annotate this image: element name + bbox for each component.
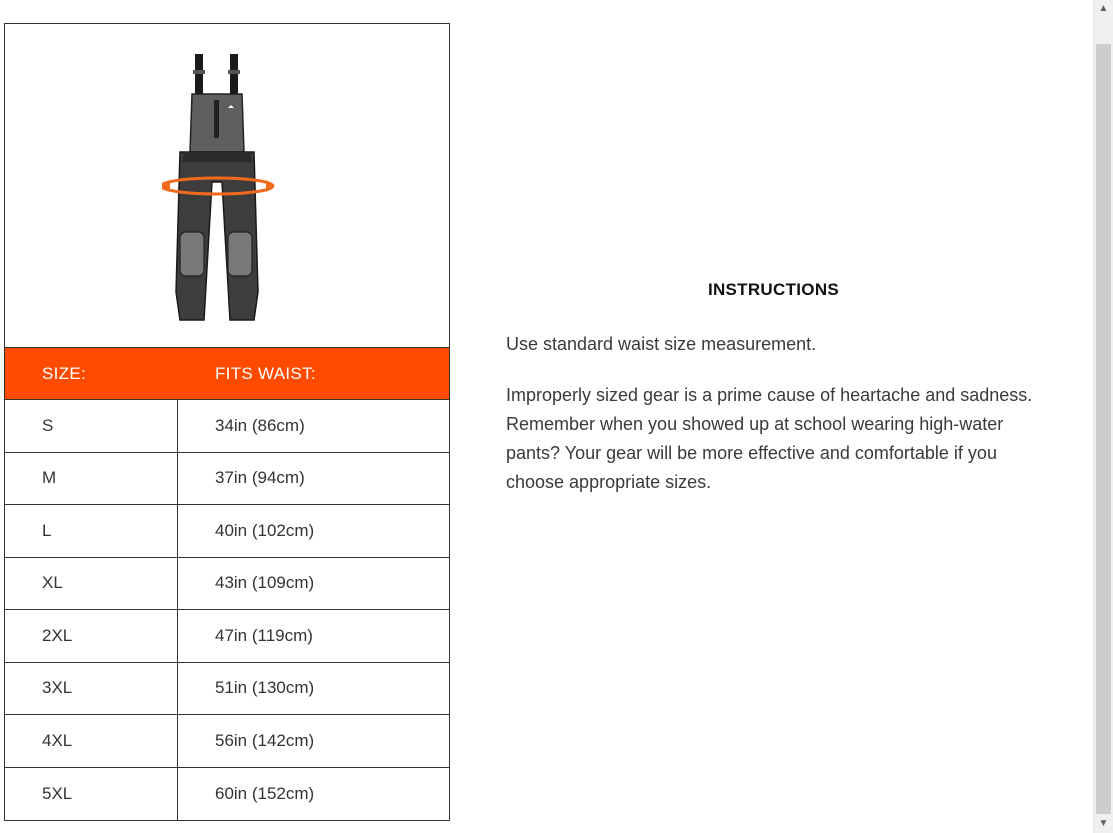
size-cell: M xyxy=(5,453,178,505)
size-chart xyxy=(4,23,450,821)
size-cell: 2XL xyxy=(5,610,178,662)
instructions-panel xyxy=(506,280,1036,519)
bib-overalls-illustration xyxy=(162,52,292,322)
size-cell: 3XL xyxy=(5,663,178,715)
chevron-up-icon[interactable]: ▲ xyxy=(1098,3,1109,14)
instructions-title: INSTRUCTIONS xyxy=(707,280,840,299)
size-cell: XL xyxy=(5,558,178,610)
instructions-paragraph: Use standard waist size measurement. xyxy=(506,334,817,354)
vertical-scrollbar[interactable] xyxy=(1093,0,1113,833)
table-row xyxy=(5,663,449,716)
waist-cell: 60in (152cm) xyxy=(215,783,315,803)
table-row xyxy=(5,715,449,768)
size-column-header: SIZE: xyxy=(42,363,87,383)
instructions-paragraph: Improperly sized gear is a prime cause of heartache and sadness. Remember when you showed up at school wearing high-water pants? Your gear will be more effective and comfortable if you choose appropriate sizes. xyxy=(506,385,1033,492)
size-cell: S xyxy=(5,400,178,452)
table-row xyxy=(5,768,449,821)
waist-cell: 47in (119cm) xyxy=(215,625,313,645)
waist-column-header: FITS WAIST: xyxy=(215,363,316,383)
table-row xyxy=(5,610,449,663)
table-row xyxy=(5,505,449,558)
chevron-down-icon[interactable]: ▼ xyxy=(1098,818,1109,829)
waist-cell: 43in (109cm) xyxy=(215,573,315,593)
waist-cell: 34in (86cm) xyxy=(215,415,305,435)
size-chart-header xyxy=(5,348,449,400)
product-image-cell xyxy=(5,24,449,348)
size-cell: 5XL xyxy=(5,768,178,821)
size-cell: 4XL xyxy=(5,715,178,767)
waist-cell: 51in (130cm) xyxy=(215,678,315,698)
table-row xyxy=(5,453,449,506)
scrollbar-thumb[interactable] xyxy=(1096,44,1111,814)
waist-cell: 56in (142cm) xyxy=(215,730,315,750)
waist-cell: 37in (94cm) xyxy=(215,468,305,488)
size-cell: L xyxy=(5,505,178,557)
waist-cell: 40in (102cm) xyxy=(215,520,315,540)
table-row xyxy=(5,558,449,611)
table-row xyxy=(5,400,449,453)
